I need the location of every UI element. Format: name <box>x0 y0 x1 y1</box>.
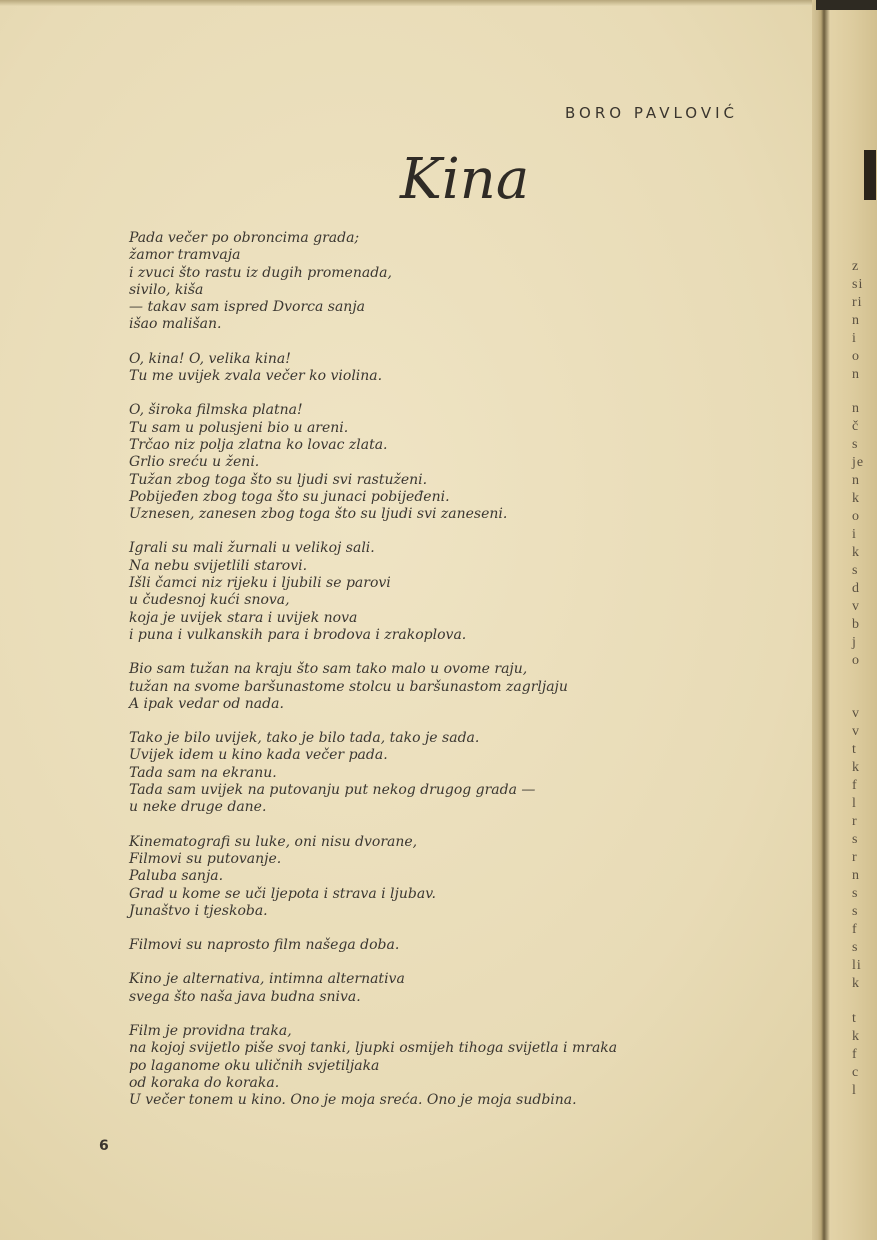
facing-page-letter: n <box>852 367 860 382</box>
facing-page-letter: k <box>852 491 860 506</box>
facing-page-letter: l <box>852 796 857 811</box>
poem-body <box>129 230 819 1109</box>
stanza <box>129 834 819 920</box>
poem-line: tužan na svome baršunastome stolcu u baršunastom zagrljaju <box>129 678 568 695</box>
poem-line: žamor tramvaja <box>129 247 241 264</box>
poem-line: Kino je alternativa, intimna alternativa <box>129 971 405 988</box>
poem-line: Trčao niz polja zlatna ko lovac zlata. <box>129 436 388 453</box>
poem-line: Kinematografi su luke, oni nisu dvorane, <box>129 833 418 850</box>
poem-line: Tu sam u polusjeni bio u areni. <box>129 419 349 436</box>
facing-page-fragment-1 <box>852 258 877 384</box>
poem-line: A ipak vedar od nada. <box>129 695 284 712</box>
poem-line: na kojoj svijetlo piše svoj tanki, ljupki osmijeh tihoga svijetla i mraka <box>129 1040 618 1057</box>
poem-line: Grlio sreću u ženi. <box>129 454 260 471</box>
stanza <box>129 230 819 334</box>
poem-line: Igrali su mali žurnali u velikoj sali. <box>129 540 375 557</box>
poem-line: Grad u kome se uči ljepota i strava i ljubav. <box>129 885 436 902</box>
poem-line: koja je uvijek stara i uvijek nova <box>129 609 358 626</box>
facing-page-letter: v <box>852 706 860 721</box>
facing-page-letter: k <box>852 545 860 560</box>
poem-line: po laganome oku uličnih svjetiljaka <box>129 1057 380 1074</box>
poem-line: Uznesen, zanesen zbog toga što su ljudi svi zaneseni. <box>129 506 508 523</box>
facing-page-letter: f <box>852 1047 858 1062</box>
facing-page-letter: n <box>852 868 860 883</box>
stanza <box>129 661 819 713</box>
stanza <box>129 1023 819 1109</box>
facing-page-letter: ri <box>852 295 863 310</box>
poem-line: i puna i vulkanskih para i brodova i zrakoplova. <box>129 626 467 643</box>
stanza <box>129 351 819 386</box>
poem-title: Kina <box>400 147 530 212</box>
poem-line: O, široka filmska platna! <box>129 402 303 419</box>
poem-line: Pobijeđen zbog toga što su junaci pobijeđeni. <box>129 488 450 505</box>
poem-line: i zvuci što rastu iz dugih promenada, <box>129 264 392 281</box>
page-top-edge <box>0 0 877 6</box>
facing-page-letter: z <box>852 259 860 274</box>
poem-line: Tu me uvijek zvala večer ko violina. <box>129 368 383 385</box>
poem-line: Tako je bilo uvijek, tako je bilo tada, tako je sada. <box>129 730 480 747</box>
stanza <box>129 402 819 523</box>
facing-page-letter: j <box>852 635 857 650</box>
poem-line: od koraka do koraka. <box>129 1074 280 1091</box>
poem-line: sivilo, kiša <box>129 281 204 298</box>
poem-line: Na nebu svijetlili starovi. <box>129 557 308 574</box>
facing-page-letter: si <box>852 277 864 292</box>
poem-line: Bio sam tužan na kraju što sam tako malo u ovome raju, <box>129 661 528 678</box>
poem-line: Pada večer po obroncima grada; <box>129 230 360 246</box>
facing-page-letter: i <box>852 331 857 346</box>
facing-page-fragment-2 <box>852 400 877 670</box>
page-number: 6 <box>99 1138 109 1154</box>
poem-line: Filmovi su naprosto film našega doba. <box>129 937 400 954</box>
facing-page-letter: o <box>852 653 860 668</box>
stanza <box>129 730 819 816</box>
poem-line: svega što naša java budna sniva. <box>129 988 361 1005</box>
facing-page-letter: s <box>852 563 859 578</box>
facing-page-letter: r <box>852 814 858 829</box>
facing-page-letter: v <box>852 599 860 614</box>
poem-line: — takav sam ispred Dvorca sanja <box>129 299 366 316</box>
facing-page-letter: f <box>852 778 858 793</box>
poem-line: O, kina! O, velika kina! <box>129 350 291 367</box>
facing-page-letter: b <box>852 617 860 632</box>
poem-line: Filmovi su putovanje. <box>129 850 282 867</box>
facing-page-fragment-4 <box>852 1010 877 1100</box>
spine-dark-mark <box>864 150 876 200</box>
facing-page-letter: li <box>852 958 862 973</box>
poem-line: Tada sam na ekranu. <box>129 764 277 781</box>
poem-line: Junaštvo i tjeskoba. <box>129 902 268 919</box>
poem-line: išao mališan. <box>129 316 222 333</box>
facing-page-letter: i <box>852 527 857 542</box>
spine-top-shadow <box>816 0 877 10</box>
poem-line: Film je providna traka, <box>129 1022 292 1039</box>
facing-page-letter: v <box>852 724 860 739</box>
facing-page-letter: k <box>852 760 860 775</box>
stanza <box>129 971 819 1006</box>
facing-page-letter: s <box>852 886 859 901</box>
poem-line: Išli čamci niz rijeku i ljubili se parovi <box>129 575 391 592</box>
facing-page-letter: k <box>852 976 860 991</box>
facing-page-letter: t <box>852 1011 857 1026</box>
poem-line: u čudesnoj kući snova, <box>129 592 290 609</box>
facing-page-letter: c <box>852 1065 860 1080</box>
facing-page-letter: k <box>852 1029 860 1044</box>
facing-page-letter: je <box>852 455 865 470</box>
facing-page-letter: o <box>852 349 860 364</box>
poem-line: Paluba sanja. <box>129 868 224 885</box>
poem-line: Uvijek idem u kino kada večer pada. <box>129 747 388 764</box>
facing-page-letter: č <box>852 419 860 434</box>
facing-page-letter: o <box>852 509 860 524</box>
facing-page-fragment-3 <box>852 705 877 993</box>
facing-page-letter: s <box>852 832 859 847</box>
poem-line: U večer tonem u kino. Ono je moja sreća. Ono je moja sudbina. <box>129 1092 577 1109</box>
facing-page-letter: n <box>852 401 860 416</box>
facing-page-letter: t <box>852 742 857 757</box>
facing-page-letter: n <box>852 473 860 488</box>
facing-page-letter: s <box>852 904 859 919</box>
poem-line: Tužan zbog toga što su ljudi svi rastuženi. <box>129 471 428 488</box>
stanza <box>129 540 819 644</box>
facing-page-letter: s <box>852 940 859 955</box>
stanza <box>129 937 819 954</box>
facing-page-letter: n <box>852 313 860 328</box>
poem-line: u neke druge dane. <box>129 799 267 816</box>
facing-page-letter: f <box>852 922 858 937</box>
facing-page-letter: r <box>852 850 858 865</box>
poem-line: Tada sam uvijek na putovanju put nekog drugog grada — <box>129 782 536 799</box>
facing-page-letter: d <box>852 581 860 596</box>
facing-page-letter: l <box>852 1083 857 1098</box>
author-name: BORO PAVLOVIĆ <box>565 104 739 122</box>
facing-page-letter: s <box>852 437 859 452</box>
